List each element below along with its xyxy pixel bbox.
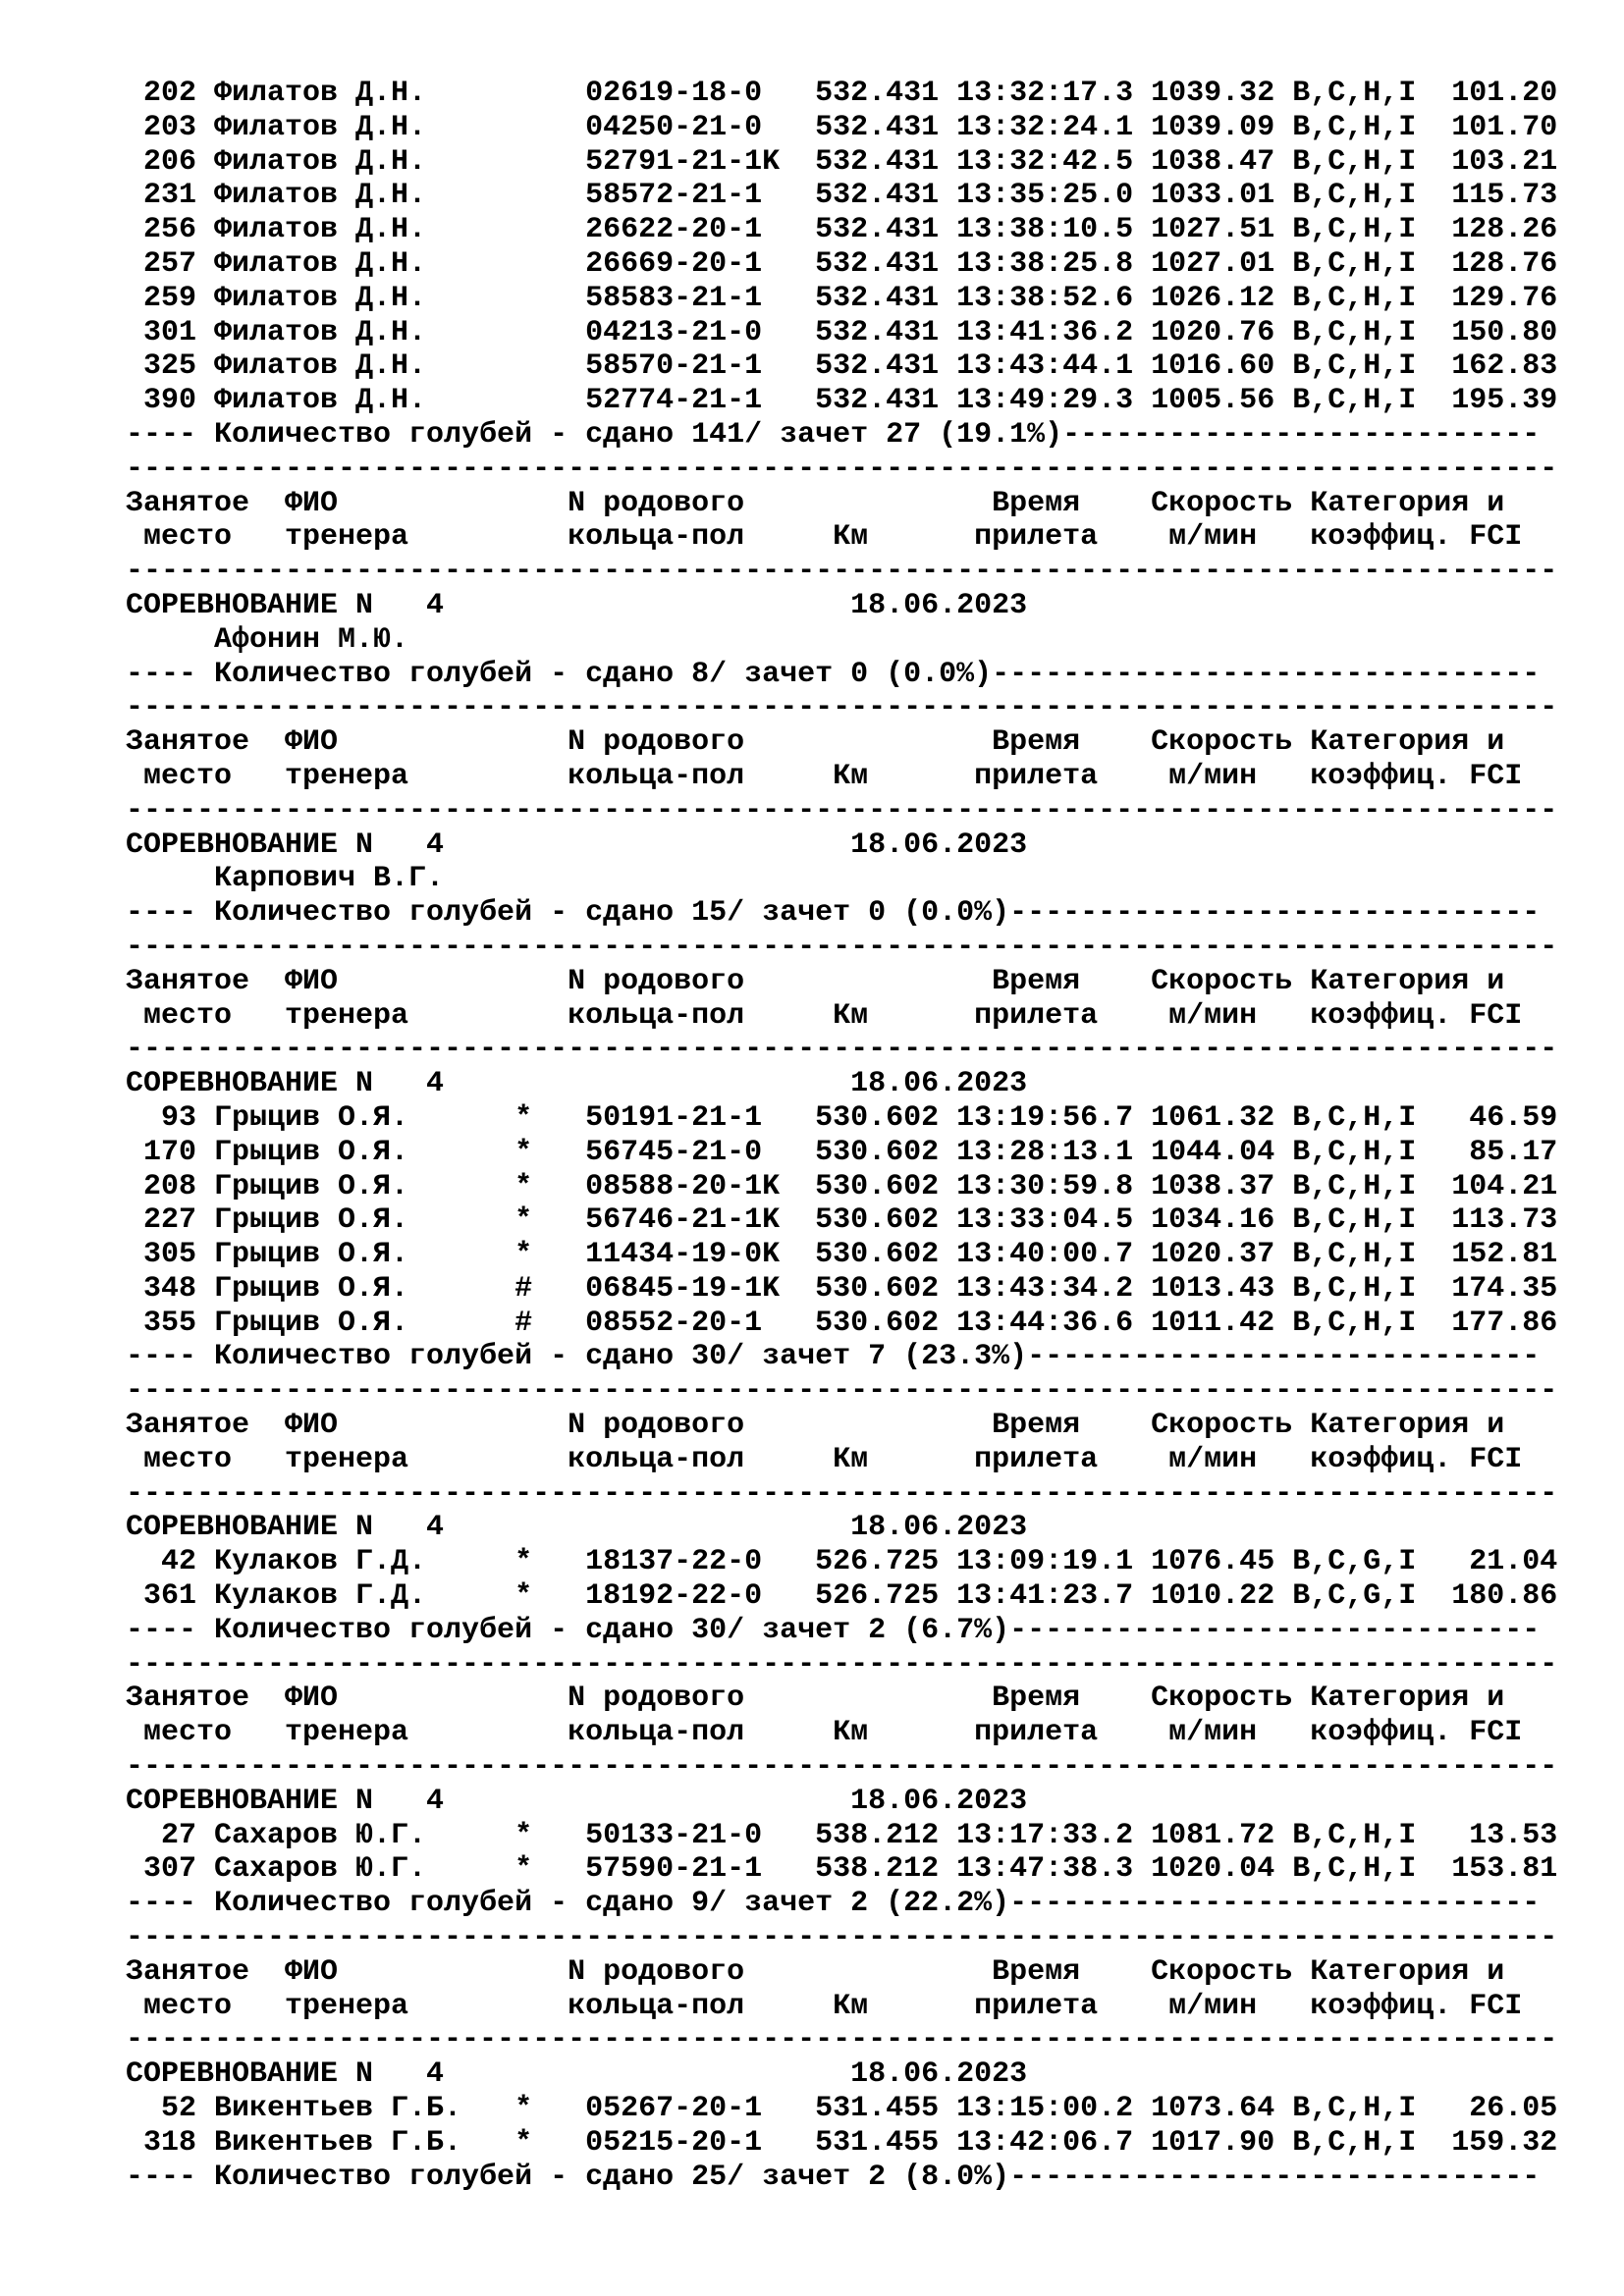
- report-line-18: ---- Количество голубей - сдано 8/ зачет 0 (0.0%)-------------------------------: [126, 657, 1541, 691]
- report-line-63: [126, 2194, 1557, 2228]
- report-line-58: ---------------------------------------------------------------------------------: [126, 2023, 1558, 2057]
- report-line-31: 93 Грыцив О.Я. * 50191-21-1 530.602 13:19:56.7 1061.32 B,C,H,I 46.59: [126, 1100, 1558, 1135]
- report-line-19: ---------------------------------------------------------------------------------: [126, 691, 1558, 725]
- report-line-6: 257 Филатов Д.Н. 26669-20-1 532.431 13:38:25.8 1027.01 B,C,H,I 128.76: [126, 246, 1558, 281]
- report-line-14: место тренера кольца-пол Км прилета м/мин коэффиц. FCI: [126, 520, 1523, 555]
- report-line-7: 259 Филатов Д.Н. 58583-21-1 532.431 13:38:52.6 1026.12 B,C,H,I 129.76: [126, 281, 1558, 315]
- report-line-8: 301 Филатов Д.Н. 04213-21-0 532.431 13:41:36.2 1020.76 B,C,H,I 150.80: [126, 315, 1558, 349]
- report-line-30: СОРЕВНОВАНИЕ N 4 18.06.2023: [126, 1067, 1028, 1101]
- report-line-59: СОРЕВНОВАНИЕ N 4 18.06.2023: [126, 2057, 1028, 2092]
- report-line-36: 348 Грыцив О.Я. # 06845-19-1K 530.602 13:43:34.2 1013.43 B,C,H,I 174.35: [126, 1271, 1558, 1306]
- report-line-9: 325 Филатов Д.Н. 58570-21-1 532.431 13:43:44.1 1016.60 B,C,H,I 162.83: [126, 349, 1558, 384]
- report-line-26: ---------------------------------------------------------------------------------: [126, 930, 1558, 964]
- report-line-33: 208 Грыцив О.Я. * 08588-20-1K 530.602 13:30:59.8 1038.37 B,C,H,I 104.21: [126, 1169, 1558, 1203]
- report-line-16: СОРЕВНОВАНИЕ N 4 18.06.2023: [126, 588, 1028, 622]
- report-line-53: 307 Сахаров Ю.Г. * 57590-21-1 538.212 13:47:38.3 1020.04 B,C,H,I 153.81: [126, 1852, 1558, 1887]
- report-line-54: ---- Количество голубей - сдано 9/ зачет 2 (22.2%)------------------------------: [126, 1887, 1541, 1921]
- report-line-5: 256 Филатов Д.Н. 26622-20-1 532.431 13:38:10.5 1027.51 B,C,H,I 128.26: [126, 213, 1558, 247]
- report-line-51: СОРЕВНОВАНИЕ N 4 18.06.2023: [126, 1784, 1028, 1818]
- report-line-3: 206 Филатов Д.Н. 52791-21-1K 532.431 13:32:42.5 1038.47 B,C,H,I 103.21: [126, 144, 1558, 179]
- report-line-27: Занятое ФИО N родового Время Скорость Категория и: [126, 964, 1505, 998]
- report-line-22: ---------------------------------------------------------------------------------: [126, 793, 1558, 828]
- report-line-15: ---------------------------------------------------------------------------------: [126, 555, 1558, 589]
- report-line-55: ---------------------------------------------------------------------------------: [126, 1921, 1558, 1955]
- report-line-43: СОРЕВНОВАНИЕ N 4 18.06.2023: [126, 1511, 1028, 1545]
- report-line-56: Занятое ФИО N родового Время Скорость Категория и: [126, 1954, 1505, 1989]
- report-line-32: 170 Грыцив О.Я. * 56745-21-0 530.602 13:28:13.1 1044.04 B,C,H,I 85.17: [126, 1135, 1558, 1169]
- report-line-39: ---------------------------------------------------------------------------------: [126, 1374, 1558, 1409]
- report-line-23: СОРЕВНОВАНИЕ N 4 18.06.2023: [126, 828, 1028, 862]
- report-line-1: 202 Филатов Д.Н. 02619-18-0 532.431 13:32:17.3 1039.32 B,C,H,I 101.20: [126, 77, 1558, 110]
- report-line-57: место тренера кольца-пол Км прилета м/мин коэффиц. FCI: [126, 1989, 1523, 2023]
- report-line-11: ---- Количество голубей - сдано 141/ зачет 27 (19.1%)---------------------------: [126, 417, 1541, 452]
- report-line-42: ---------------------------------------------------------------------------------: [126, 1476, 1558, 1511]
- report-line-62: ---- Количество голубей - сдано 25/ зачет 2 (8.0%)------------------------------: [126, 2160, 1541, 2194]
- report-line-13: Занятое ФИО N родового Время Скорость Категория и: [126, 486, 1505, 520]
- report-line-60: 52 Викентьев Г.Б. * 05267-20-1 531.455 13:15:00.2 1073.64 B,C,H,I 26.05: [126, 2092, 1558, 2126]
- report-line-40: Занятое ФИО N родового Время Скорость Категория и: [126, 1409, 1505, 1443]
- report-line-4: 231 Филатов Д.Н. 58572-21-1 532.431 13:35:25.0 1033.01 B,C,H,I 115.73: [126, 179, 1558, 213]
- report-line-20: Занятое ФИО N родового Время Скорость Категория и: [126, 725, 1505, 760]
- report-line-34: 227 Грыцив О.Я. * 56746-21-1K 530.602 13:33:04.5 1034.16 B,C,H,I 113.73: [126, 1203, 1558, 1238]
- report-line-17: Афонин М.Ю.: [126, 622, 409, 657]
- report-line-50: ---------------------------------------------------------------------------------: [126, 1750, 1558, 1785]
- report-line-47: ---------------------------------------------------------------------------------: [126, 1647, 1558, 1682]
- report-line-25: ---- Количество голубей - сдано 15/ зачет 0 (0.0%)------------------------------: [126, 896, 1541, 931]
- report-line-49: место тренера кольца-пол Км прилета м/мин коэффиц. FCI: [126, 1716, 1523, 1750]
- report-line-46: ---- Количество голубей - сдано 30/ зачет 2 (6.7%)------------------------------: [126, 1613, 1541, 1647]
- report-line-48: Занятое ФИО N родового Время Скорость Категория и: [126, 1682, 1505, 1716]
- results-printout: [126, 77, 1557, 2228]
- report-line-28: место тренера кольца-пол Км прилета м/мин коэффиц. FCI: [126, 998, 1523, 1033]
- report-line-24: Карпович В.Г.: [126, 862, 445, 896]
- report-line-45: 361 Кулаков Г.Д. * 18192-22-0 526.725 13:41:23.7 1010.22 B,C,G,I 180.86: [126, 1579, 1558, 1614]
- report-line-52: 27 Сахаров Ю.Г. * 50133-21-0 538.212 13:17:33.2 1081.72 B,C,H,I 13.53: [126, 1818, 1558, 1852]
- report-line-29: ---------------------------------------------------------------------------------: [126, 1033, 1558, 1067]
- report-line-12: ---------------------------------------------------------------------------------: [126, 452, 1558, 486]
- report-line-2: 203 Филатов Д.Н. 04250-21-0 532.431 13:32:24.1 1039.09 B,C,H,I 101.70: [126, 110, 1558, 144]
- report-line-35: 305 Грыцив О.Я. * 11434-19-0K 530.602 13:40:00.7 1020.37 B,C,H,I 152.81: [126, 1238, 1558, 1272]
- report-line-37: 355 Грыцив О.Я. # 08552-20-1 530.602 13:44:36.6 1011.42 B,C,H,I 177.86: [126, 1306, 1558, 1340]
- report-line-10: 390 Филатов Д.Н. 52774-21-1 532.431 13:49:29.3 1005.56 B,C,H,I 195.39: [126, 384, 1558, 418]
- report-line-61: 318 Викентьев Г.Б. * 05215-20-1 531.455 13:42:06.7 1017.90 B,C,H,I 159.32: [126, 2125, 1558, 2160]
- report-line-41: место тренера кольца-пол Км прилета м/мин коэффиц. FCI: [126, 1442, 1523, 1476]
- report-line-38: ---- Количество голубей - сдано 30/ зачет 7 (23.3%)-----------------------------: [126, 1340, 1541, 1374]
- report-line-44: 42 Кулаков Г.Д. * 18137-22-0 526.725 13:09:19.1 1076.45 B,C,G,I 21.04: [126, 1545, 1558, 1579]
- report-line-21: место тренера кольца-пол Км прилета м/мин коэффиц. FCI: [126, 759, 1523, 793]
